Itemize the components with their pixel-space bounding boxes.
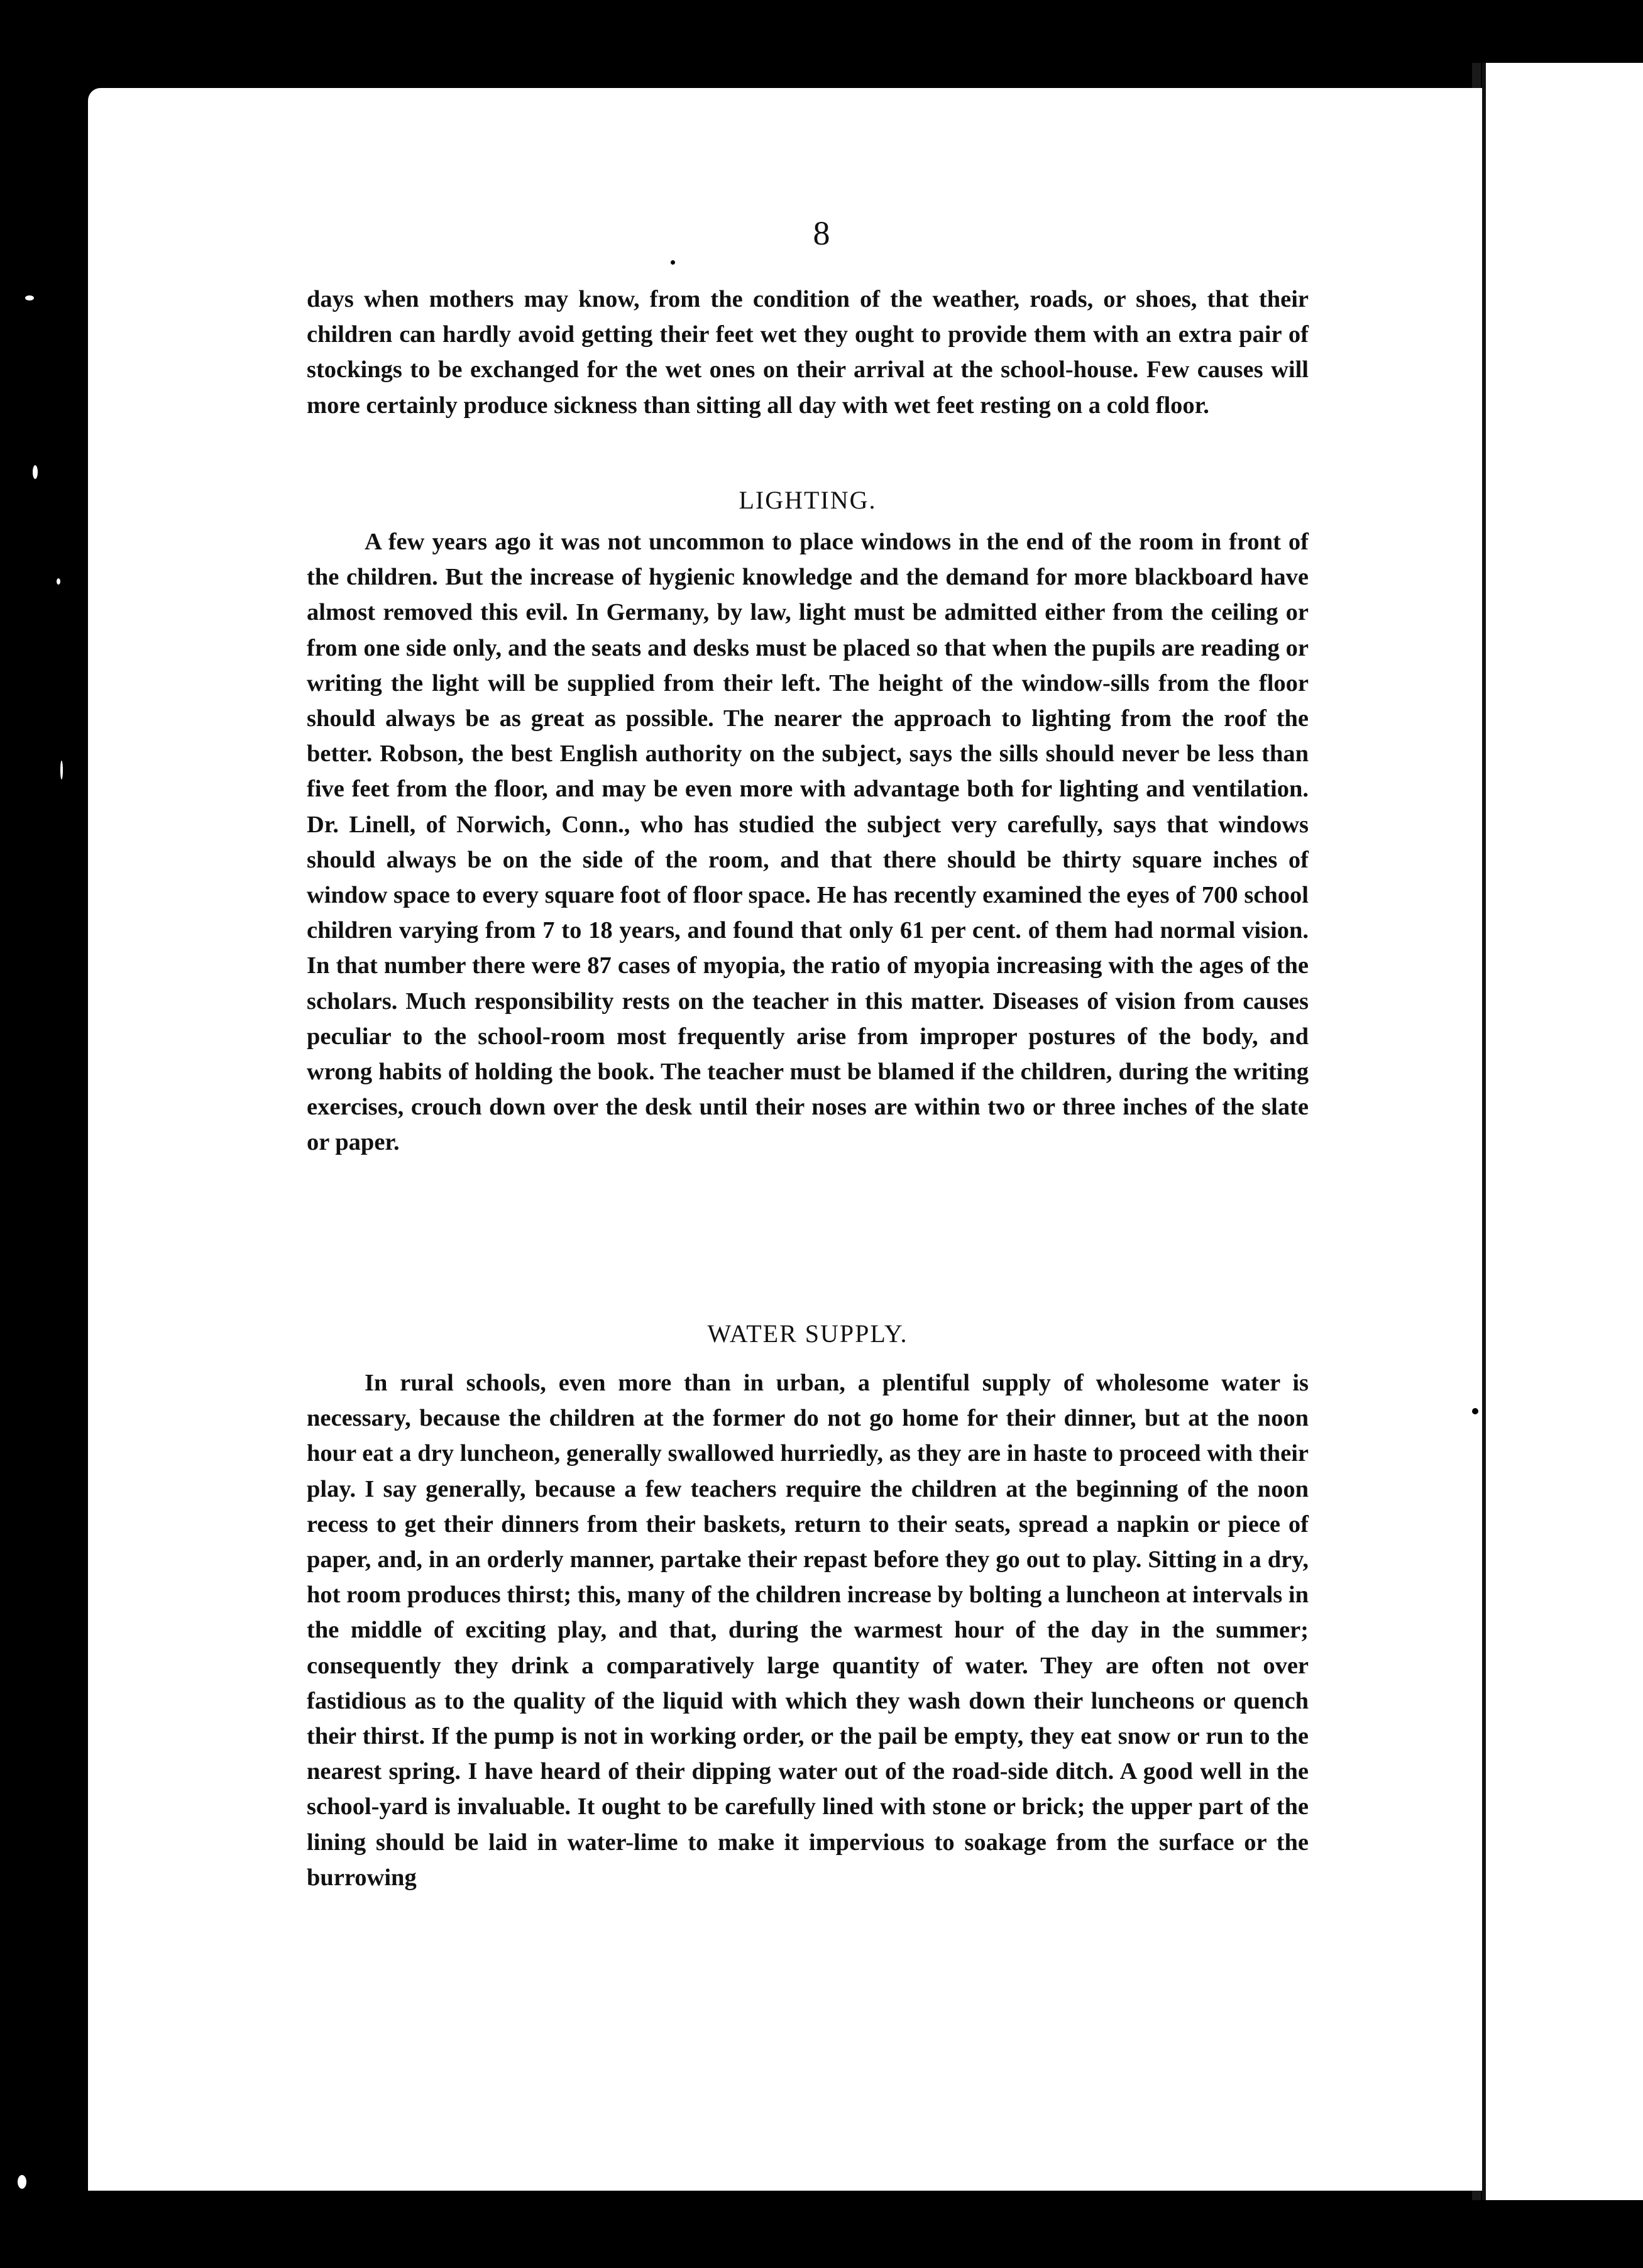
scan-speck — [1610, 1351, 1615, 1357]
section-heading-water-supply: WATER SUPPLY. — [707, 1319, 908, 1348]
scan-speck — [33, 465, 38, 479]
lighting-paragraph — [307, 524, 1309, 1160]
scan-speck — [60, 761, 63, 779]
paragraph-text: A few years ago it was not uncommon to place windows in the end of the room in front of the children. But the increase of hygienic knowledge and the demand for more blackboard have almost removed this evil. In Germany, by law, light must be admitted either from the ceiling or from one side only, and the seats and desks must be placed so that when the pupils are reading or writing the light will be supplied from their left. The height of the window-sills from the floor should always be as great as possible. The nearer the approach to lighting from the roof the better. Robson, the best English authority on the subject, says the sills should never be less than five feet from the floor, and may be even more with advantage both for lighting and ventilation. Dr. Linell, of Norwich, Conn., who has studied the subject very carefully, says that windows should always be on the side of the room, and that there should be thirty square inches of window space to every square foot of floor space. He has recently examined the eyes of 700 school children varying from 7 to 18 years, and found that only 61 per cent. of them had normal vision. In that number there were 87 cases of myopia, the ratio of myopia increasing with the ages of the scholars. Much responsibility rests on the teacher in this matter. Diseases of vision from causes peculiar to the school-room most frequently arise from improper postures of the body, and wrong habits of holding the book. The teacher must be blamed if the children, during the writing exercises, crouch down over the desk until their noses are within two or three inches of the slate or paper. — [307, 529, 1309, 1156]
scan-speck — [57, 578, 60, 585]
continuation-paragraph — [307, 282, 1309, 423]
paragraph-text: days when mothers may know, from the condition of the weather, roads, or shoes, that their children can hardly avoid getting their feet wet they ought to provide them with an extra pair of stockings to be exchanged for the wet ones on their arrival at the school-house. Few causes will more certainly produce sickness than sitting all day with wet feet resting on a cold floor. — [307, 286, 1309, 419]
scan-speck — [18, 2175, 26, 2189]
scan-speck — [25, 295, 34, 300]
section-heading-lighting: LIGHTING. — [739, 486, 877, 514]
water-supply-paragraph — [307, 1365, 1309, 1895]
adjacent-page-edge — [1482, 63, 1643, 2200]
page-number: 8 — [813, 214, 830, 252]
scan-speck — [671, 260, 675, 265]
paragraph-text: In rural schools, even more than in urban, a plentiful supply of wholesome water is necessary, because the children at the former do not go home for their dinner, but at the noon hour eat a dry luncheon, generally swallowed hurriedly, as they are in haste to proceed with their play. I say generally, because a few teachers require the children at the beginning of the noon recess to get their dinners from their baskets, return to their seats, spread a napkin or piece of paper, and, in an orderly manner, partake their repast before they go out to play. Sitting in a dry, hot room produces thirst; this, many of the children increase by bolting a luncheon at intervals in the middle of exciting play, and that, during the warmest hour of the day in the summer; consequently they drink a comparatively large quantity of water. They are often not over fastidious as to the quality of the liquid with which they wash down their luncheons or quench their thirst. If the pump is not in working order, or the pail be empty, they eat snow or run to the nearest spring. I have heard of their dipping water out of the road-side ditch. A good well in the school-yard is invaluable. It ought to be carefully lined with stone or brick; the upper part of the lining should be laid in water-lime to make it impervious to soakage from the surface or the burrowing — [307, 1370, 1309, 1891]
scan-speck — [1472, 1408, 1478, 1414]
